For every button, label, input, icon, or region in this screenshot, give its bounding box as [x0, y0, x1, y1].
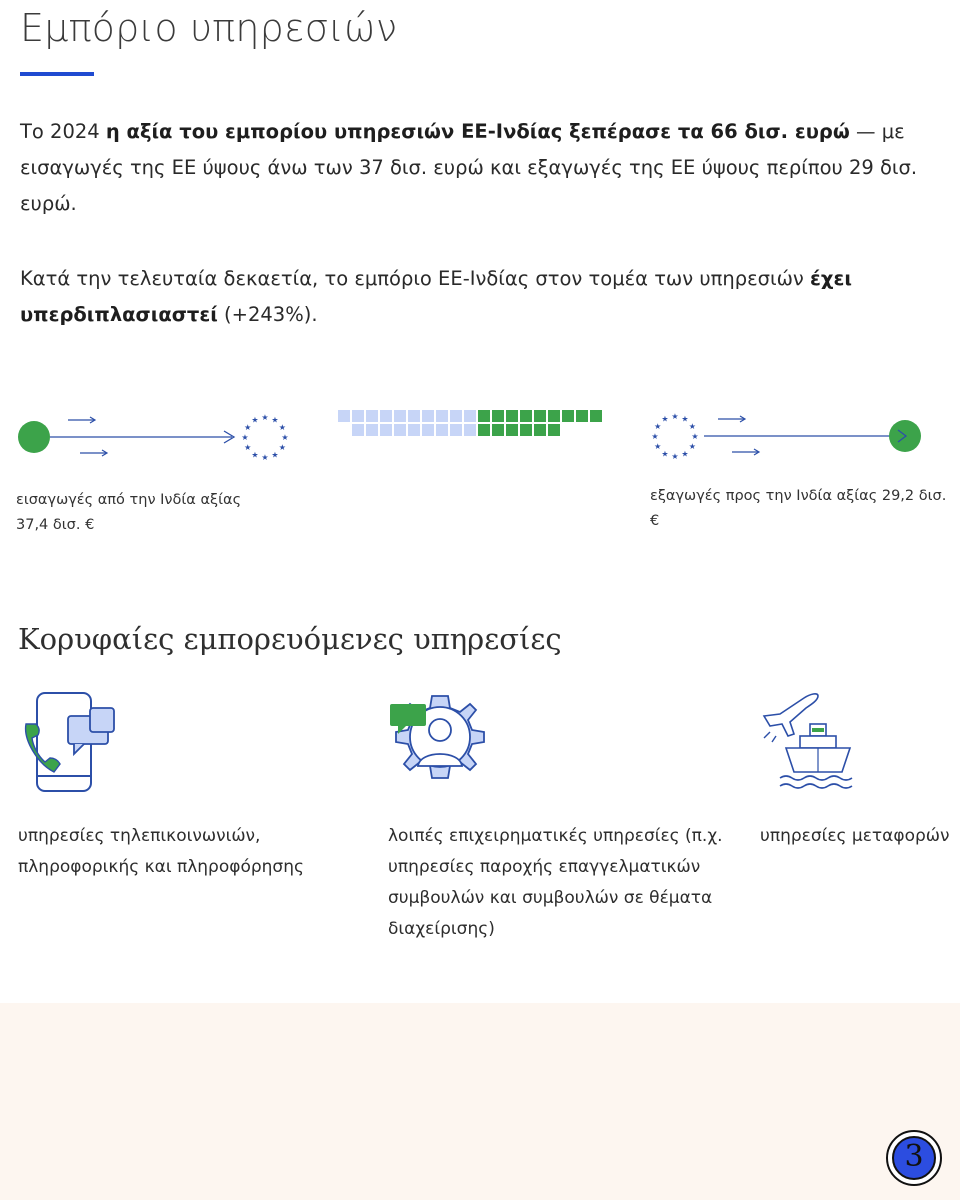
import-square: [422, 410, 434, 422]
eu-star: ★: [671, 412, 679, 421]
service-transport: [760, 688, 864, 794]
eu-star: ★: [681, 414, 689, 424]
eu-star: ★: [691, 432, 699, 441]
export-square: [548, 424, 560, 436]
eu-star: ★: [261, 453, 269, 462]
eu-stars-icon: [241, 413, 288, 462]
eu-stars-icon: [651, 412, 698, 461]
import-caption: εισαγωγές από την Ινδία αξίας 37,4 δισ. €: [16, 492, 242, 533]
eu-star: ★: [281, 433, 289, 442]
trade-flow-infographic: [0, 380, 960, 580]
export-square: [520, 410, 532, 422]
eu-star: ★: [271, 450, 279, 460]
service-business: [388, 688, 492, 794]
eu-star: ★: [654, 422, 662, 431]
p2-bold: έχει υπερδιπλασιαστεί: [20, 267, 852, 326]
eu-star: ★: [661, 449, 669, 459]
import-small-arrow-icon: [80, 450, 107, 456]
eu-star: ★: [651, 432, 659, 441]
india-origin-dot: [18, 421, 50, 453]
eu-star: ★: [688, 442, 696, 451]
trade-square-grid: [338, 410, 602, 436]
footer-band: [0, 1003, 960, 1200]
import-square: [464, 410, 476, 422]
eu-star: ★: [244, 443, 252, 452]
phone-chat-icon: [20, 688, 120, 794]
eu-star: ★: [671, 452, 679, 461]
export-square: [520, 424, 532, 436]
eu-star: ★: [654, 442, 662, 451]
services-heading: Κορυφαίες εμπορευόμενες υπηρεσίες: [18, 622, 562, 656]
intro-paragraph-2: [20, 261, 920, 333]
gear-person-icon: [388, 688, 492, 794]
import-square: [408, 424, 420, 436]
import-square: [422, 424, 434, 436]
import-square: [366, 424, 378, 436]
eu-star: ★: [681, 449, 689, 459]
export-square: [506, 410, 518, 422]
export-square: [548, 410, 560, 422]
intro-paragraph-1: [20, 114, 920, 222]
import-square: [352, 424, 364, 436]
import-square: [366, 410, 378, 422]
page-title: Εμπόριο υπηρεσιών: [20, 6, 398, 50]
page-number: 3: [892, 1136, 936, 1180]
eu-star: ★: [278, 443, 286, 452]
import-square: [338, 410, 350, 422]
export-square: [492, 424, 504, 436]
eu-star: ★: [271, 415, 279, 425]
import-square: [352, 410, 364, 422]
import-square: [450, 410, 462, 422]
service-label-business: λοιπές επιχειρηματικές υπηρεσίες (π.χ. υπηρεσίες παροχής επαγγελματικών συμβουλών και συμβουλών σε θέματα διαχείρισης): [388, 826, 723, 939]
p1-bold: η αξία του εμπορίου υπηρεσιών ΕΕ-Ινδίας ξεπέρασε τα 66 δισ. ευρώ: [105, 120, 850, 143]
eu-star: ★: [278, 423, 286, 432]
export-small-arrow-icon: [732, 449, 759, 455]
plane-ship-icon: [760, 688, 864, 794]
export-small-arrow-icon: [718, 416, 745, 422]
import-square: [436, 410, 448, 422]
import-square: [380, 410, 392, 422]
eu-star: ★: [251, 415, 259, 425]
service-telecom: [20, 688, 120, 794]
export-square: [478, 410, 490, 422]
page-number-badge: [886, 1130, 942, 1186]
export-square: [534, 410, 546, 422]
import-square: [380, 424, 392, 436]
export-square: [492, 410, 504, 422]
p2-suffix: (+243%).: [217, 303, 318, 326]
p1-prefix: Το 2024: [20, 120, 106, 143]
import-square: [464, 424, 476, 436]
service-label-telecom: υπηρεσίες τηλεπικοινωνιών, πληροφορικής και πληροφόρησης: [18, 826, 304, 877]
import-square: [450, 424, 462, 436]
import-square: [394, 410, 406, 422]
title-underline: [20, 72, 94, 76]
eu-star: ★: [261, 413, 269, 422]
export-square: [478, 424, 490, 436]
export-caption: εξαγωγές προς την Ινδία αξίας 29,2 δισ. €: [650, 488, 947, 529]
export-square: [590, 410, 602, 422]
eu-star: ★: [241, 433, 249, 442]
export-square: [562, 410, 574, 422]
import-square: [394, 424, 406, 436]
eu-star: ★: [244, 423, 252, 432]
p2-prefix: Κατά την τελευταία δεκαετία, το εμπόριο ΕΕ-Ινδίας στον τομέα των υπηρεσιών: [20, 267, 811, 290]
import-small-arrow-icon: [68, 417, 95, 423]
trade-flow-graphic: [0, 380, 960, 480]
export-square: [576, 410, 588, 422]
export-square: [506, 424, 518, 436]
import-square: [436, 424, 448, 436]
service-label-transport: υπηρεσίες μεταφορών: [760, 826, 950, 846]
eu-star: ★: [661, 414, 669, 424]
eu-star: ★: [688, 422, 696, 431]
export-square: [534, 424, 546, 436]
import-square: [408, 410, 420, 422]
p1-suffix: — με εισαγωγές της ΕΕ ύψους άνω των 37 δισ. ευρώ και εξαγωγές της ΕΕ ύψους περίπου 29 δισ. ευρώ.: [20, 120, 918, 215]
eu-star: ★: [251, 450, 259, 460]
